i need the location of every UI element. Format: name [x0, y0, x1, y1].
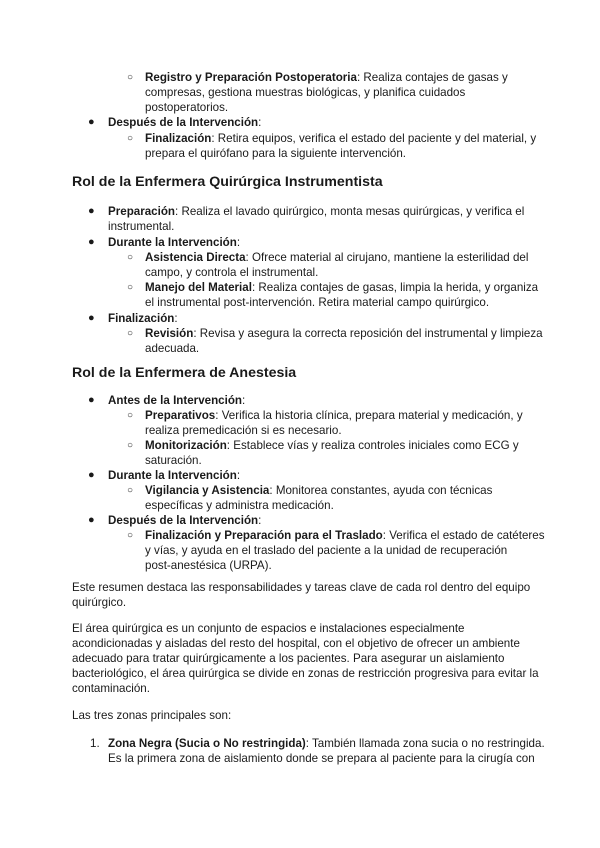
- list-item: Después de la Intervención:: [108, 514, 262, 527]
- list-item: Después de la Intervención:: [108, 116, 262, 129]
- list-item: Monitorización: Establece vías y realiza controles iniciales como ECG y: [145, 439, 519, 452]
- bullet: ●: [88, 116, 95, 128]
- list-item: Finalización y Preparación para el Traslado: Verifica el estado de catéteres: [145, 529, 545, 542]
- list-number: 1.: [90, 737, 100, 750]
- list-item: Vigilancia y Asistencia: Monitorea constantes, ayuda con técnicas: [145, 484, 493, 497]
- list-item: Finalización:: [108, 312, 178, 325]
- bullet: ●: [88, 205, 95, 217]
- sub-bullet: ○: [127, 252, 134, 263]
- list-item: Asistencia Directa: Ofrece material al cirujano, mantiene la esterilidad del: [145, 251, 529, 264]
- sub-bullet: ○: [127, 72, 134, 83]
- document-page: ○ Registro y Preparación Postoperatoria: Realiza contajes de gasas y compresas, gestiona muestras biológicas, y planifica cuidados postoperatorios. ● Después de la Intervención: ○ Finalización: Retira equipos, verifica el estado del paciente y del material, y prepara el quirófano para la siguiente intervención. Rol de la Enfermera Quirúrgica Instrumentista ● Preparación: Realiza el lavado quirúrgico, monta mesas quirúrgicas, y verifica el instrumental. ● Durante la Intervención: ○ Asistencia Directa: Ofrece material al cirujano, mantiene la esterilidad del campo, y controla el instrumental. ○ Manejo del Material: Realiza contajes de gasas, limpia la herida, y organiza el instrumental post-intervención. Retira material campo quirúrgico. ● Finalización: ○ Revisión: Revisa y asegura la correcta reposición del instrumental y limpieza adecuada. Rol de la Enfermera de Anestesia ● Antes de la Intervención: ○ Preparativos: Verifica la historia clínica, prepara material y medicación, y realiza premedicación si es necesario. ○ Monitorización: Establece vías y realiza controles iniciales como ECG y saturación. ● Durante la Intervención: ○ Vigilancia y Asistencia: Monitorea constantes, ayuda con técnicas específicas y administra medicación. ● Después de la Intervención: ○ Finalización y Preparación para el Traslado: Verifica el estado de catéteres y vías, y ayuda en el traslado del paciente a la unidad de recuperación post-anestésica (URPA). Este resumen destaca las responsabilidades y tareas clave de cada rol dentro del equipo quirúrgico. El área quirúrgica es un conjunto de espacios e instalaciones especialmente acondicionadas y aisladas del resto del hospital, con el objetivo de ofrecer un ambiente adecuado para tratar quirúrgicamente a los pacientes. Para asegurar un aislamiento bacteriológico, el área quirúrgica se divide en zonas de restricción progresiva para evitar la contaminación. Las tres zonas principales son: 1. Zona Negra (Sucia o No restringida): También llamada zona sucia o no restringida. Es la primera zona de aislamiento donde se prepara al paciente para la cirugía con: [72, 71, 545, 765]
- list-item: Preparación: Realiza el lavado quirúrgico, monta mesas quirúrgicas, y verifica el: [108, 205, 525, 218]
- bullet: ●: [88, 312, 95, 324]
- bullet: ●: [88, 236, 95, 248]
- list-item: Manejo del Material: Realiza contajes de gasas, limpia la herida, y organiza: [145, 281, 539, 294]
- sub-bullet: ○: [127, 410, 134, 421]
- bullet: ●: [88, 394, 95, 406]
- sub-bullet: ○: [127, 133, 134, 144]
- bullet: ●: [88, 469, 95, 481]
- list-item: Registro y Preparación Postoperatoria: Realiza contajes de gasas y: [145, 71, 508, 84]
- list-item: Durante la Intervención:: [108, 469, 241, 482]
- sub-bullet: ○: [127, 282, 134, 293]
- section-heading: Rol de la Enfermera de Anestesia: [72, 365, 297, 381]
- list-item: Zona Negra (Sucia o No restringida): También llamada zona sucia o no restringida.: [108, 737, 545, 750]
- bullet: ●: [88, 514, 95, 526]
- list-item: Antes de la Intervención:: [108, 394, 246, 407]
- sub-bullet: ○: [127, 328, 134, 339]
- section-heading: Rol de la Enfermera Quirúrgica Instrumentista: [72, 174, 383, 190]
- list-item: Revisión: Revisa y asegura la correcta reposición del instrumental y limpieza: [145, 327, 543, 340]
- list-item: Durante la Intervención:: [108, 236, 241, 249]
- list-item: Finalización: Retira equipos, verifica el estado del paciente y del material, y: [145, 132, 537, 145]
- sub-bullet: ○: [127, 440, 134, 451]
- sub-bullet: ○: [127, 485, 134, 496]
- list-item: Preparativos: Verifica la historia clínica, prepara material y medicación, y: [145, 409, 523, 422]
- sub-bullet: ○: [127, 530, 134, 541]
